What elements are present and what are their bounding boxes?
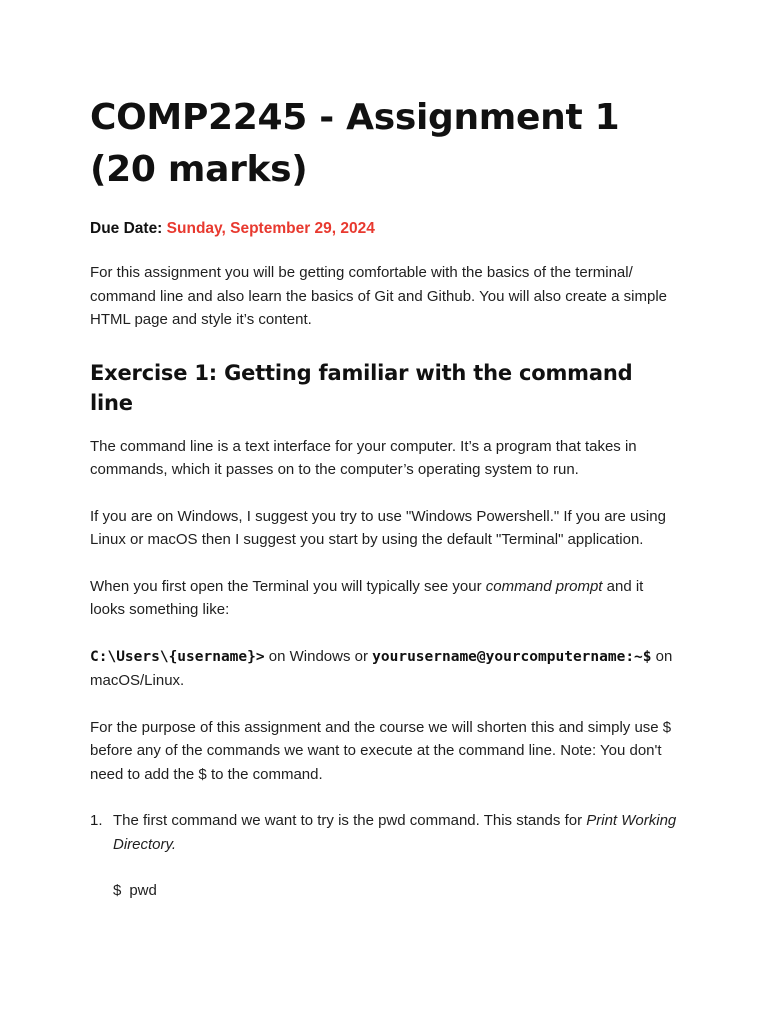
unix-prompt-example: yourusername@yourcomputername:~$ [372, 648, 652, 665]
pwd-command: pwd [129, 882, 157, 899]
instruction-list-item [90, 809, 680, 903]
prompt-examples-paragraph [90, 645, 680, 693]
command-prompt-text-after: and it looks something like: [90, 577, 644, 618]
due-date-value: Sunday, September 29, 2024 [166, 220, 375, 237]
list-item-number: 1. [90, 812, 103, 829]
pwd-command-example [113, 879, 680, 903]
command-prompt-paragraph [90, 575, 680, 622]
list-item-text [113, 809, 680, 856]
intro-paragraph: For this assignment you will be getting comfortable with the basics of the terminal/ command line and also learn the basics of Git and Github. You will also create a simple HTML page and style it’s content. [90, 264, 667, 328]
command-prompt-emphasis: command prompt [485, 577, 603, 595]
list-item-emphasis: Print Working Directory. [113, 812, 677, 853]
page-title: COMP2245 - Assignment 1 (20 marks) [90, 97, 620, 190]
windows-prompt-example: C:\Users\{username}> [90, 648, 265, 665]
dollar-prompt: $ [113, 882, 122, 899]
prompt-examples-middle: on Windows or [264, 647, 373, 665]
terminal-suggestion-paragraph: If you are on Windows, I suggest you try to use "Windows Powershell." If you are using Linux or macOS then I suggest you start by using the default "Terminal" application. [90, 507, 666, 548]
prompt-examples-after: on macOS/Linux. [90, 647, 673, 689]
command-prompt-text-before: When you first open the Terminal you will typically see your [90, 577, 486, 595]
due-date-line [90, 217, 680, 241]
due-date-label: Due Date: [90, 220, 163, 237]
document-page [90, 92, 680, 903]
dollar-convention-paragraph: For the purpose of this assignment and the course we will shorten this and simply use $ before any of the commands we want to execute at the command line. Note: You don't need to add the $ to the command. [90, 718, 672, 783]
list-item-text-before: The first command we want to try is the pwd command. This stands for [113, 812, 587, 829]
command-line-description: The command line is a text interface for your computer. It’s a program that takes in commands, which it passes on to the computer’s operating system to run. [90, 437, 637, 478]
exercise-1-heading: Exercise 1: Getting familiar with the command line [90, 360, 633, 415]
